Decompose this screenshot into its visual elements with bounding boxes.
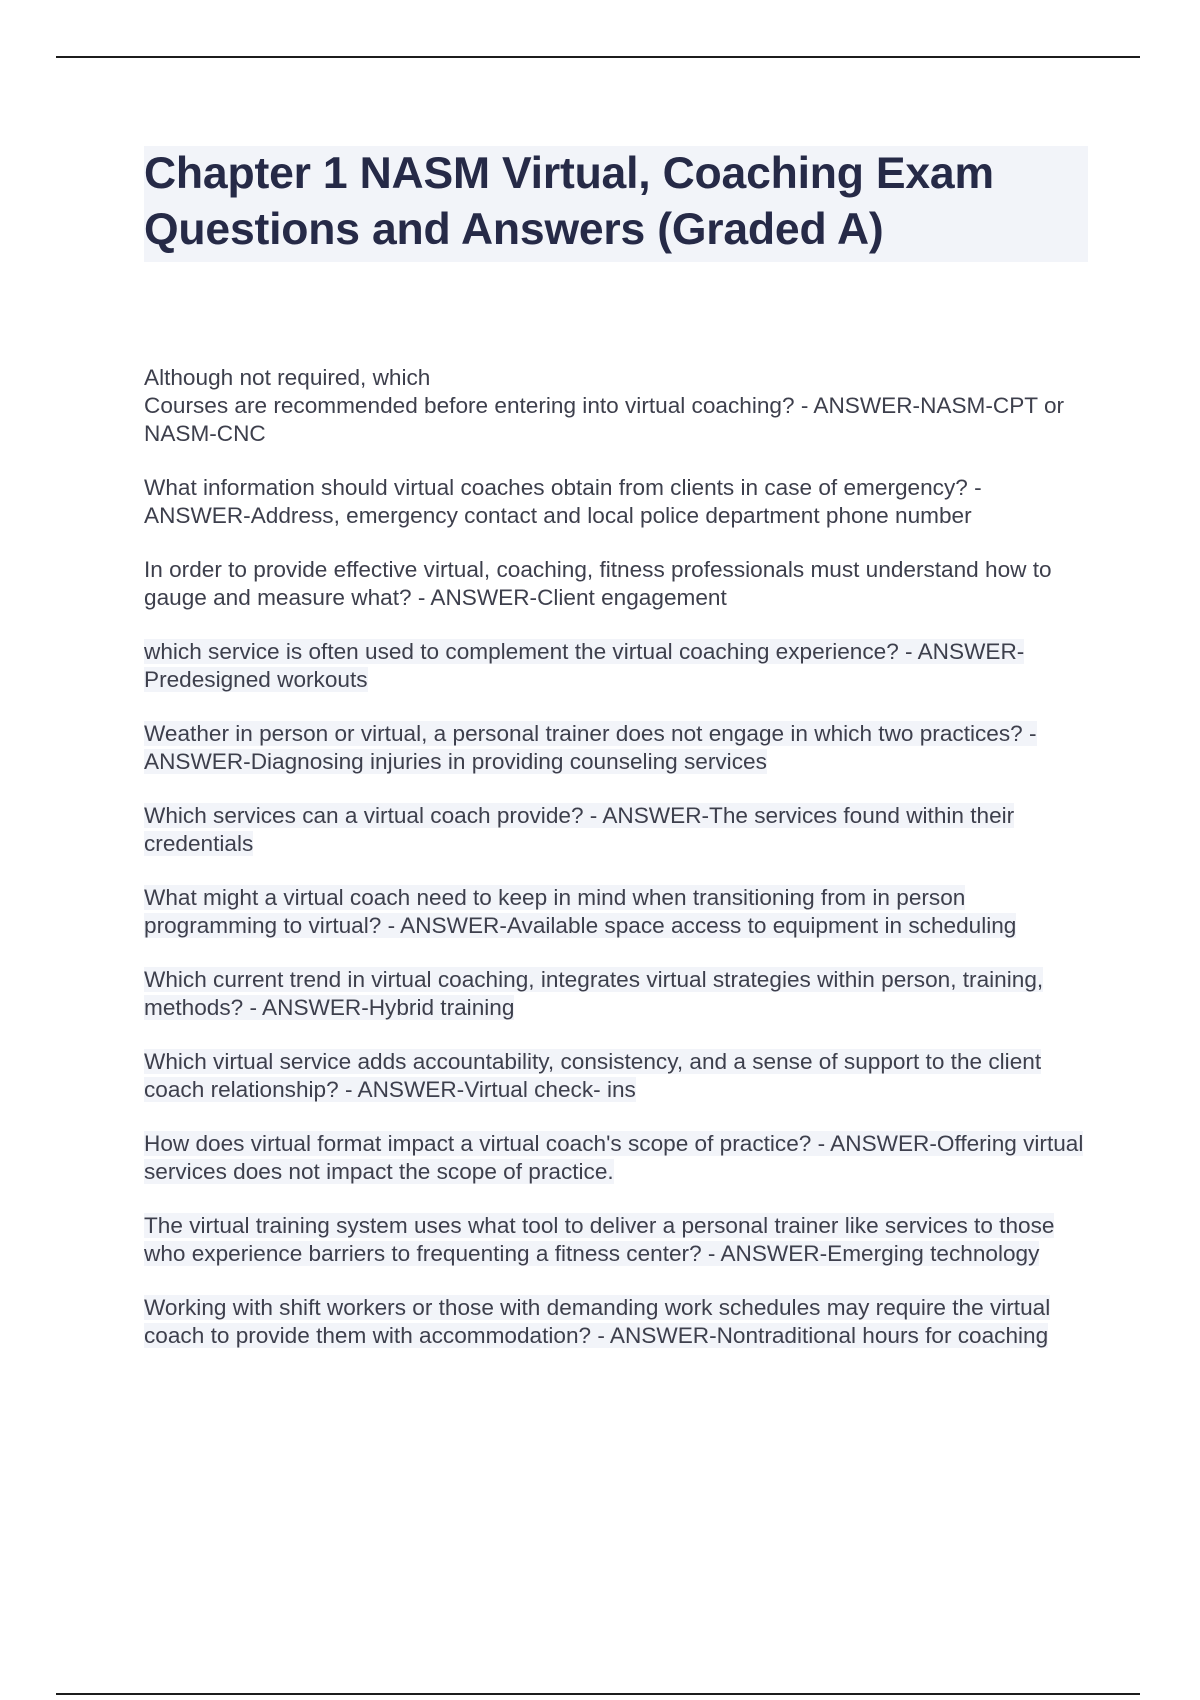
qa-item [144, 1294, 1090, 1350]
qa-item [144, 474, 1090, 530]
top-rule [56, 56, 1140, 58]
qa-item [144, 720, 1090, 776]
qa-text: What information should virtual coaches obtain from clients in case of emergency? - ANSWER-Address, emergency contact and local police department phone number [144, 475, 982, 528]
qa-item [144, 1130, 1090, 1186]
qa-text: Which services can a virtual coach provide? - ANSWER-The services found within their credentials [144, 803, 1015, 856]
qa-item [144, 638, 1090, 694]
qa-text: What might a virtual coach need to keep in mind when transitioning from in person programming to virtual? - ANSWER-Available space access to equipment in scheduling [144, 885, 1017, 938]
qa-text: Although not required, which Courses are recommended before entering into virtual coaching? - ANSWER-NASM-CPT or NASM-CNC [144, 365, 1065, 446]
qa-text: Weather in person or virtual, a personal trainer does not engage in which two practices? - ANSWER-Diagnosing injuries in providing counseling services [144, 721, 1037, 774]
qa-text: In order to provide effective virtual, coaching, fitness professionals must understand how to gauge and measure what? - ANSWER-Client engagement [144, 557, 1052, 610]
qa-item [144, 1212, 1090, 1268]
qa-item [144, 364, 1090, 448]
qa-item [144, 884, 1090, 940]
qa-item [144, 802, 1090, 858]
qa-text: Which current trend in virtual coaching, integrates virtual strategies within person, training, methods? - ANSWER-Hybrid training [144, 967, 1044, 1020]
document-title: Chapter 1 NASM Virtual, Coaching Exam Questions and Answers (Graded A) [144, 149, 994, 254]
qa-text: How does virtual format impact a virtual coach's scope of practice? - ANSWER-Offering virtual services does not impact the scope of practice. [144, 1131, 1084, 1184]
qa-item [144, 556, 1090, 612]
qa-text: Which virtual service adds accountability, consistency, and a sense of support to the client coach relationship? - ANSWER-Virtual check- ins [144, 1049, 1042, 1102]
qa-item [144, 966, 1090, 1022]
bottom-rule [56, 1693, 1140, 1695]
qa-item [144, 1048, 1090, 1104]
qa-list [144, 364, 1090, 1376]
qa-text: The virtual training system uses what tool to deliver a personal trainer like services to those who experience barriers to frequenting a fitness center? - ANSWER-Emerging technology [144, 1213, 1055, 1266]
title-block [144, 146, 1088, 262]
qa-text: which service is often used to complement the virtual coaching experience? - ANSWER-Predesigned workouts [144, 639, 1025, 692]
qa-text: Working with shift workers or those with demanding work schedules may require the virtual coach to provide them with accommodation? - ANSWER-Nontraditional hours for coaching [144, 1295, 1051, 1348]
